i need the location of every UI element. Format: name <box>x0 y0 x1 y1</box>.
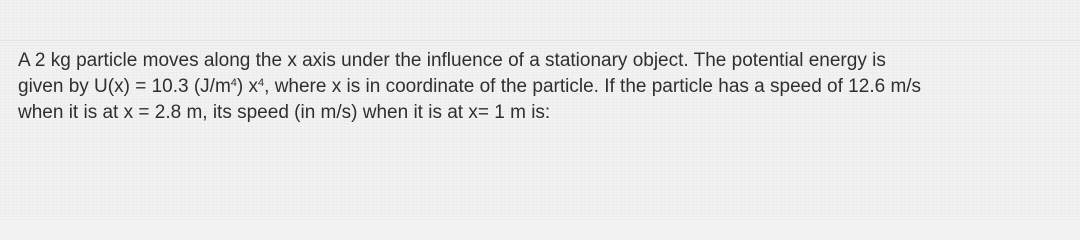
question-line-1: A 2 kg particle moves along the x axis under the influence of a stationary object. The potential energy is <box>18 50 886 71</box>
question-line-2 <box>18 74 1078 100</box>
top-divider <box>0 40 1080 41</box>
question-line-2-prefix: given by U(x) = 10.3 (J/m <box>18 76 231 97</box>
question-text <box>18 48 1078 126</box>
question-line-3: when it is at x = 2.8 m, its speed (in m/s) when it is at x= 1 m is: <box>18 102 551 123</box>
exponent-1: 4 <box>230 77 237 89</box>
exponent-2: 4 <box>258 77 265 89</box>
question-line-2-suffix: , where x is in coordinate of the particle. If the particle has a speed of 12.6 m/s <box>264 76 922 97</box>
question-line-2-mid: ) x <box>236 76 259 97</box>
